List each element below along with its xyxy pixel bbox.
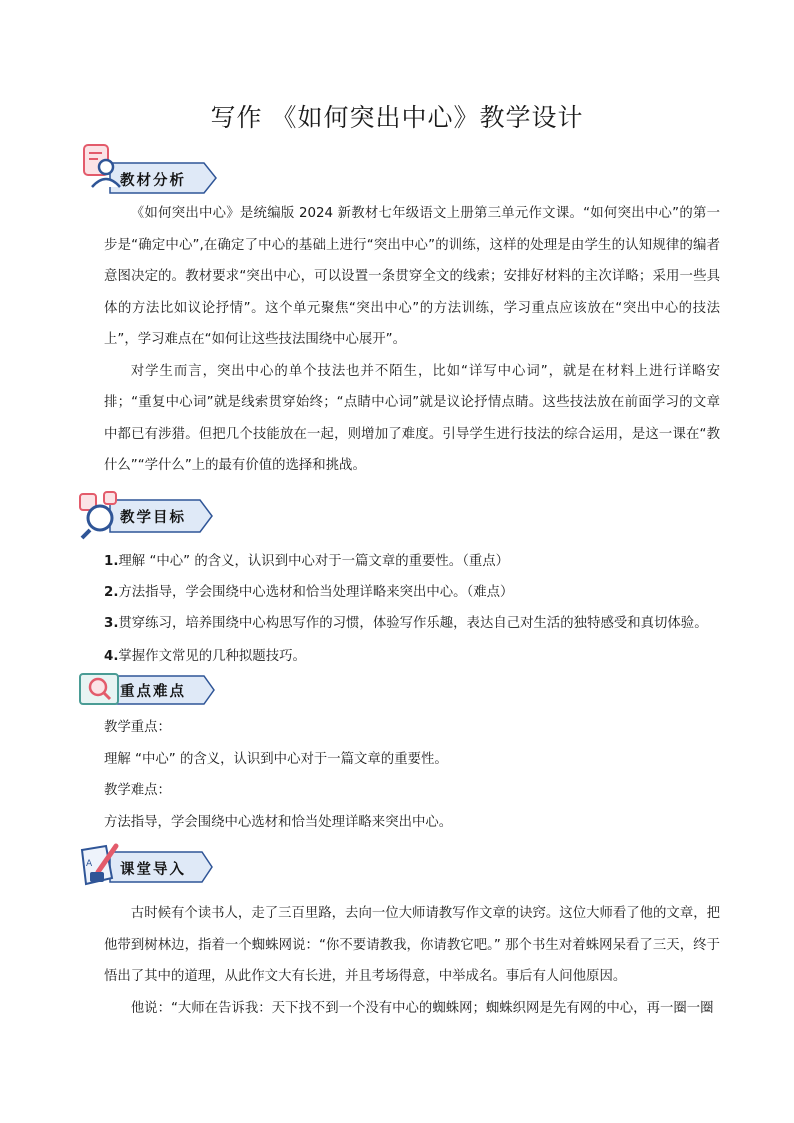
analysis-text (104, 198, 720, 482)
goal-text: 理解 “中心” 的含义，认识到中心对于一篇文章的重要性。（重点） (118, 554, 510, 569)
page-title: 写作 《如何突出中心》教学设计 (210, 103, 584, 132)
focus-label: 教学重点： (104, 720, 171, 735)
goal-text: 贯穿练习，培养围绕中心构思写作的习惯，体验写作乐趣，表达自己对生活的独特感受和真切体验。 (118, 616, 708, 631)
paragraph: 对学生而言，突出中心的单个技法也并不陌生，比如“详写中心词”，就是在材料上进行详略安排；“重复中心词”就是线索贯穿始终；“点睛中心词”就是议论抒情点睛。这些技法放在前面学习的文章中都已有涉猎。但把几个技能放在一起，则增加了难度。引导学生进行技法的综合运用，是这一课在“教什么”“学什么”上的最有价值的选择和挑战。 (104, 363, 720, 473)
goal-item (104, 645, 724, 664)
goal-number: 4. (104, 649, 119, 664)
section-label: 重点难点 (120, 684, 186, 700)
goal-text: 掌握作文常见的几种拟题技巧。 (118, 649, 306, 664)
section-header-analysis (76, 141, 226, 193)
paragraph: 《如何突出中心》是统编版 2024 新教材七年级语文上册第三单元作文课。“如何突出中心”的第一步是“确定中心”,在确定了中心的基础上进行“突出中心”的训练，这样的处理是由学生的认知规律的编者意图决定的。教材要求“突出中心，可以设置一条贯穿全文的线索；安排好材料的主次详略；采用一些具体的方法比如议论抒情”。这个单元聚焦“突出中心”的方法训练，学习重点应该放在“突出中心的技法上”，学习难点在“如何让这些技法围绕中心展开”。 (104, 206, 720, 347)
section-label: 教材分析 (120, 173, 186, 189)
difficulty-label: 教学难点： (104, 783, 171, 798)
goal-text: 方法指导，学会围绕中心选材和恰当处理详略来突出中心。（难点） (118, 585, 514, 600)
svg-text:A: A (86, 859, 93, 869)
section-header-goals (76, 490, 226, 542)
goal-number: 2. (104, 585, 119, 600)
focus-text: 理解 “中心” 的含义，认识到中心对于一篇文章的重要性。 (104, 752, 448, 767)
goal-number: 1. (104, 554, 119, 569)
paragraph: 他说：“大师在告诉我：天下找不到一个没有中心的蜘蛛网；蜘蛛织网是先有网的中心，再一圈一圈 (130, 1000, 714, 1016)
section-label: 课堂导入 (120, 862, 186, 878)
goal-item (104, 581, 724, 600)
section-header-intro (76, 842, 226, 894)
section-label: 教学目标 (120, 510, 186, 526)
goal-item (104, 550, 724, 569)
intro-text (104, 898, 720, 1024)
paragraph: 古时候有个读书人，走了三百里路，去向一位大师请教写作文章的诀窍。这位大师看了他的文章，把他带到树林边，指着一个蜘蛛网说：“你不要请教我，你请教它吧。” 那个书生对着蛛网呆看了三天，终于悟出了其中的道理，从此作文大有长进，并且考场得意，中举成名。事后有人问他原因。 (104, 906, 720, 984)
goal-item (104, 612, 724, 631)
goal-number: 3. (104, 616, 119, 631)
difficulty-text: 方法指导，学会围绕中心选材和恰当处理详略来突出中心。 (104, 815, 453, 830)
